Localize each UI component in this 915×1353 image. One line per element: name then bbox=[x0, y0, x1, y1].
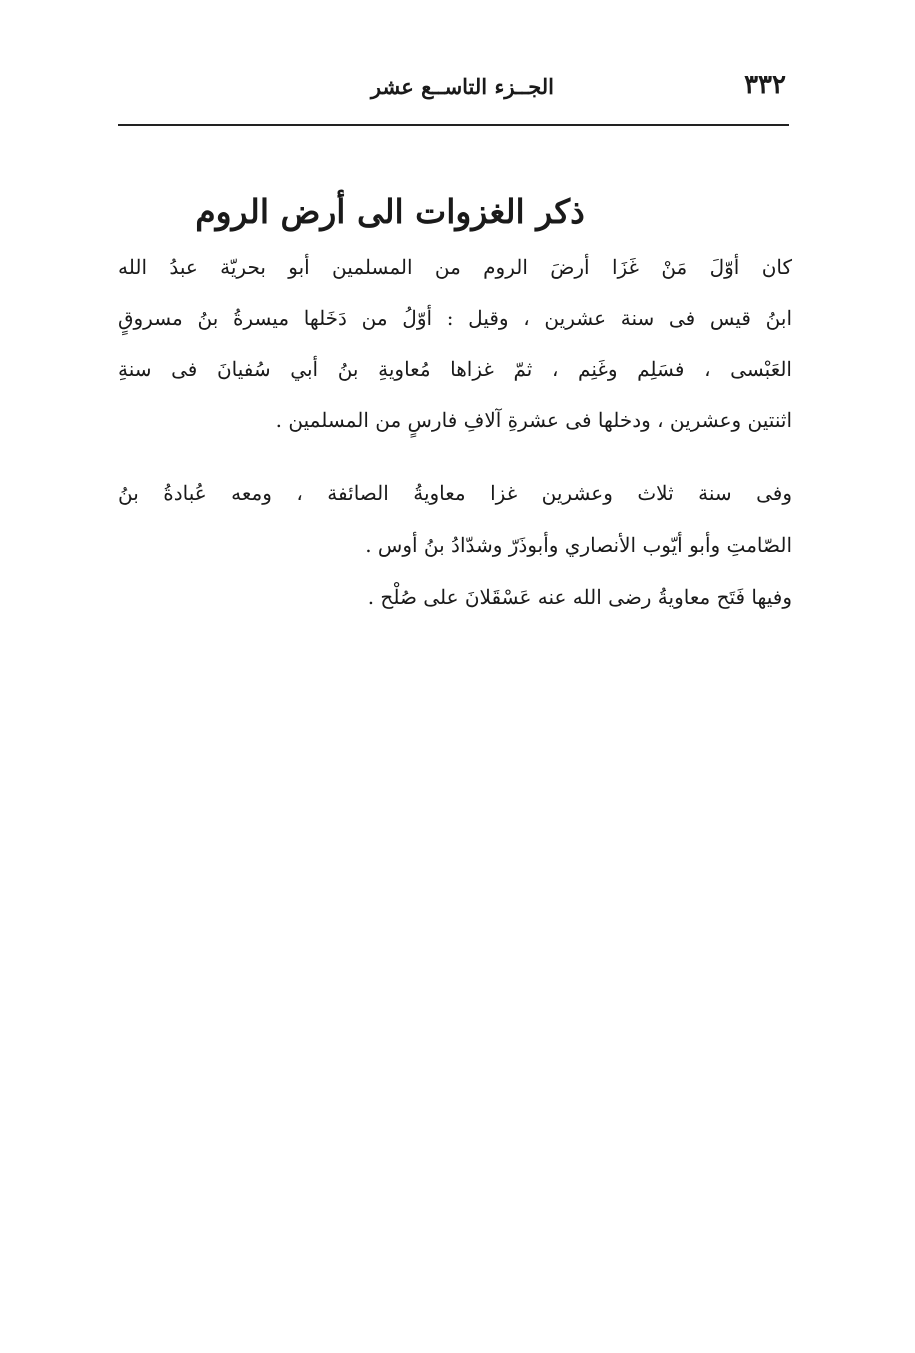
text-line: وفيها فَتَح معاويةُ رضى الله عنه عَسْقَلانَ على صُلْح . bbox=[367, 585, 792, 609]
running-title: الجــزء التاســع عشر bbox=[370, 74, 554, 99]
paragraph-2 bbox=[118, 470, 792, 630]
page-number: ٣٣٢ bbox=[744, 70, 786, 100]
text-line: الصّامتِ وأبو أيّوب الأنصاري وأبوذَرّ وشدّادُ بنُ أوس . bbox=[365, 533, 792, 557]
text-line: العَبْسى ، فسَلِم وغَنِم ، ثمّ غزاها مُعاويةِ بنُ أبي سُفيانَ فى سنةِ bbox=[118, 357, 792, 381]
header-divider bbox=[118, 124, 789, 126]
running-header bbox=[118, 66, 786, 110]
text-line: وفى سنة ثلاث وعشرين غزا معاويةُ الصائفة ، ومعه عُبادةُ بنُ bbox=[118, 481, 792, 505]
text-line: اثنتين وعشرين ، ودخلها فى عشرةِ آلافِ فارسٍ من المسلمين . bbox=[275, 408, 792, 432]
chapter-title: ذكر الغزوات الى أرض الروم bbox=[195, 192, 585, 232]
paragraph-1 bbox=[118, 244, 792, 444]
text-line: ابنُ قيس فى سنة عشرين ، وقيل : أوّلُ من دَخَلها ميسرةُ بنُ مسروقٍ bbox=[118, 306, 792, 330]
text-line: كان أوّلَ مَنْ غَزَا أرضَ الروم من المسلمين أبو بحريّة عبدُ الله bbox=[118, 255, 792, 279]
